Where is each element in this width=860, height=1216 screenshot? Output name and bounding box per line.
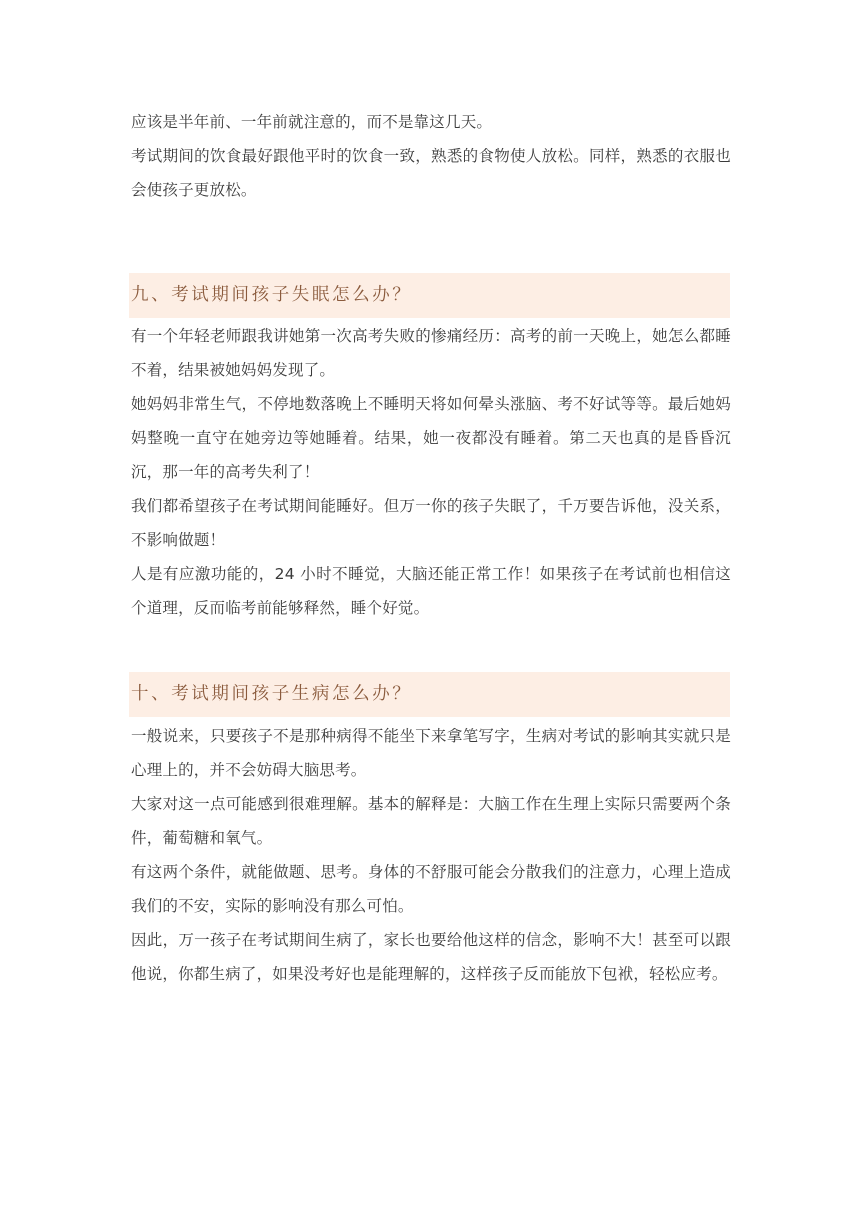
intro-section [131,105,731,207]
section-10-body [131,719,731,991]
section-10-paragraph-1: 一般说来，只要孩子不是那种病得不能坐下来拿笔写字，生病对考试的影响其实就只是心理上的，并不会妨碍大脑思考。 [131,727,731,779]
section-10-paragraph-3: 有这两个条件，就能做题、思考。身体的不舒服可能会分散我们的注意力，心理上造成我们的不安，实际的影响没有那么可怕。 [131,863,731,915]
section-10-paragraph-4: 因此，万一孩子在考试期间生病了，家长也要给他这样的信念，影响不大！甚至可以跟他说，你都生病了，如果没考好也是能理解的，这样孩子反而能放下包袱，轻松应考。 [131,931,731,983]
section-9-heading [129,273,730,318]
intro-paragraph-1: 应该是半年前、一年前就注意的，而不是靠这几天。 [131,113,493,131]
section-9-paragraph-2: 她妈妈非常生气，不停地数落晚上不睡明天将如何晕头涨脑、考不好试等等。最后她妈妈整晚一直守在她旁边等她睡着。结果，她一夜都没有睡着。第二天也真的是昏昏沉沉，那一年的高考失利了！ [131,395,731,481]
section-9-title: 九、考试期间孩子失眠怎么办？ [131,285,413,305]
section-10-heading [129,672,730,717]
section-9-paragraph-1: 有一个年轻老师跟我讲她第一次高考失败的惨痛经历：高考的前一天晚上，她怎么都睡不着，结果被她妈妈发现了。 [131,327,731,379]
section-9-paragraph-3: 我们都希望孩子在考试期间能睡好。但万一你的孩子失眠了，千万要告诉他，没关系，不影响做题！ [131,497,731,549]
section-10-paragraph-2: 大家对这一点可能感到很难理解。基本的解释是：大脑工作在生理上实际只需要两个条件，葡萄糖和氧气。 [131,795,731,847]
intro-paragraph-2: 考试期间的饮食最好跟他平时的饮食一致，熟悉的食物使人放松。同样，熟悉的衣服也会使孩子更放松。 [131,147,731,199]
section-9-paragraph-4: 人是有应激功能的，24 小时不睡觉，大脑还能正常工作！如果孩子在考试前也相信这个道理，反而临考前能够释然，睡个好觉。 [131,565,731,617]
section-9-body [131,319,731,625]
section-10-title: 十、考试期间孩子生病怎么办？ [131,684,413,704]
